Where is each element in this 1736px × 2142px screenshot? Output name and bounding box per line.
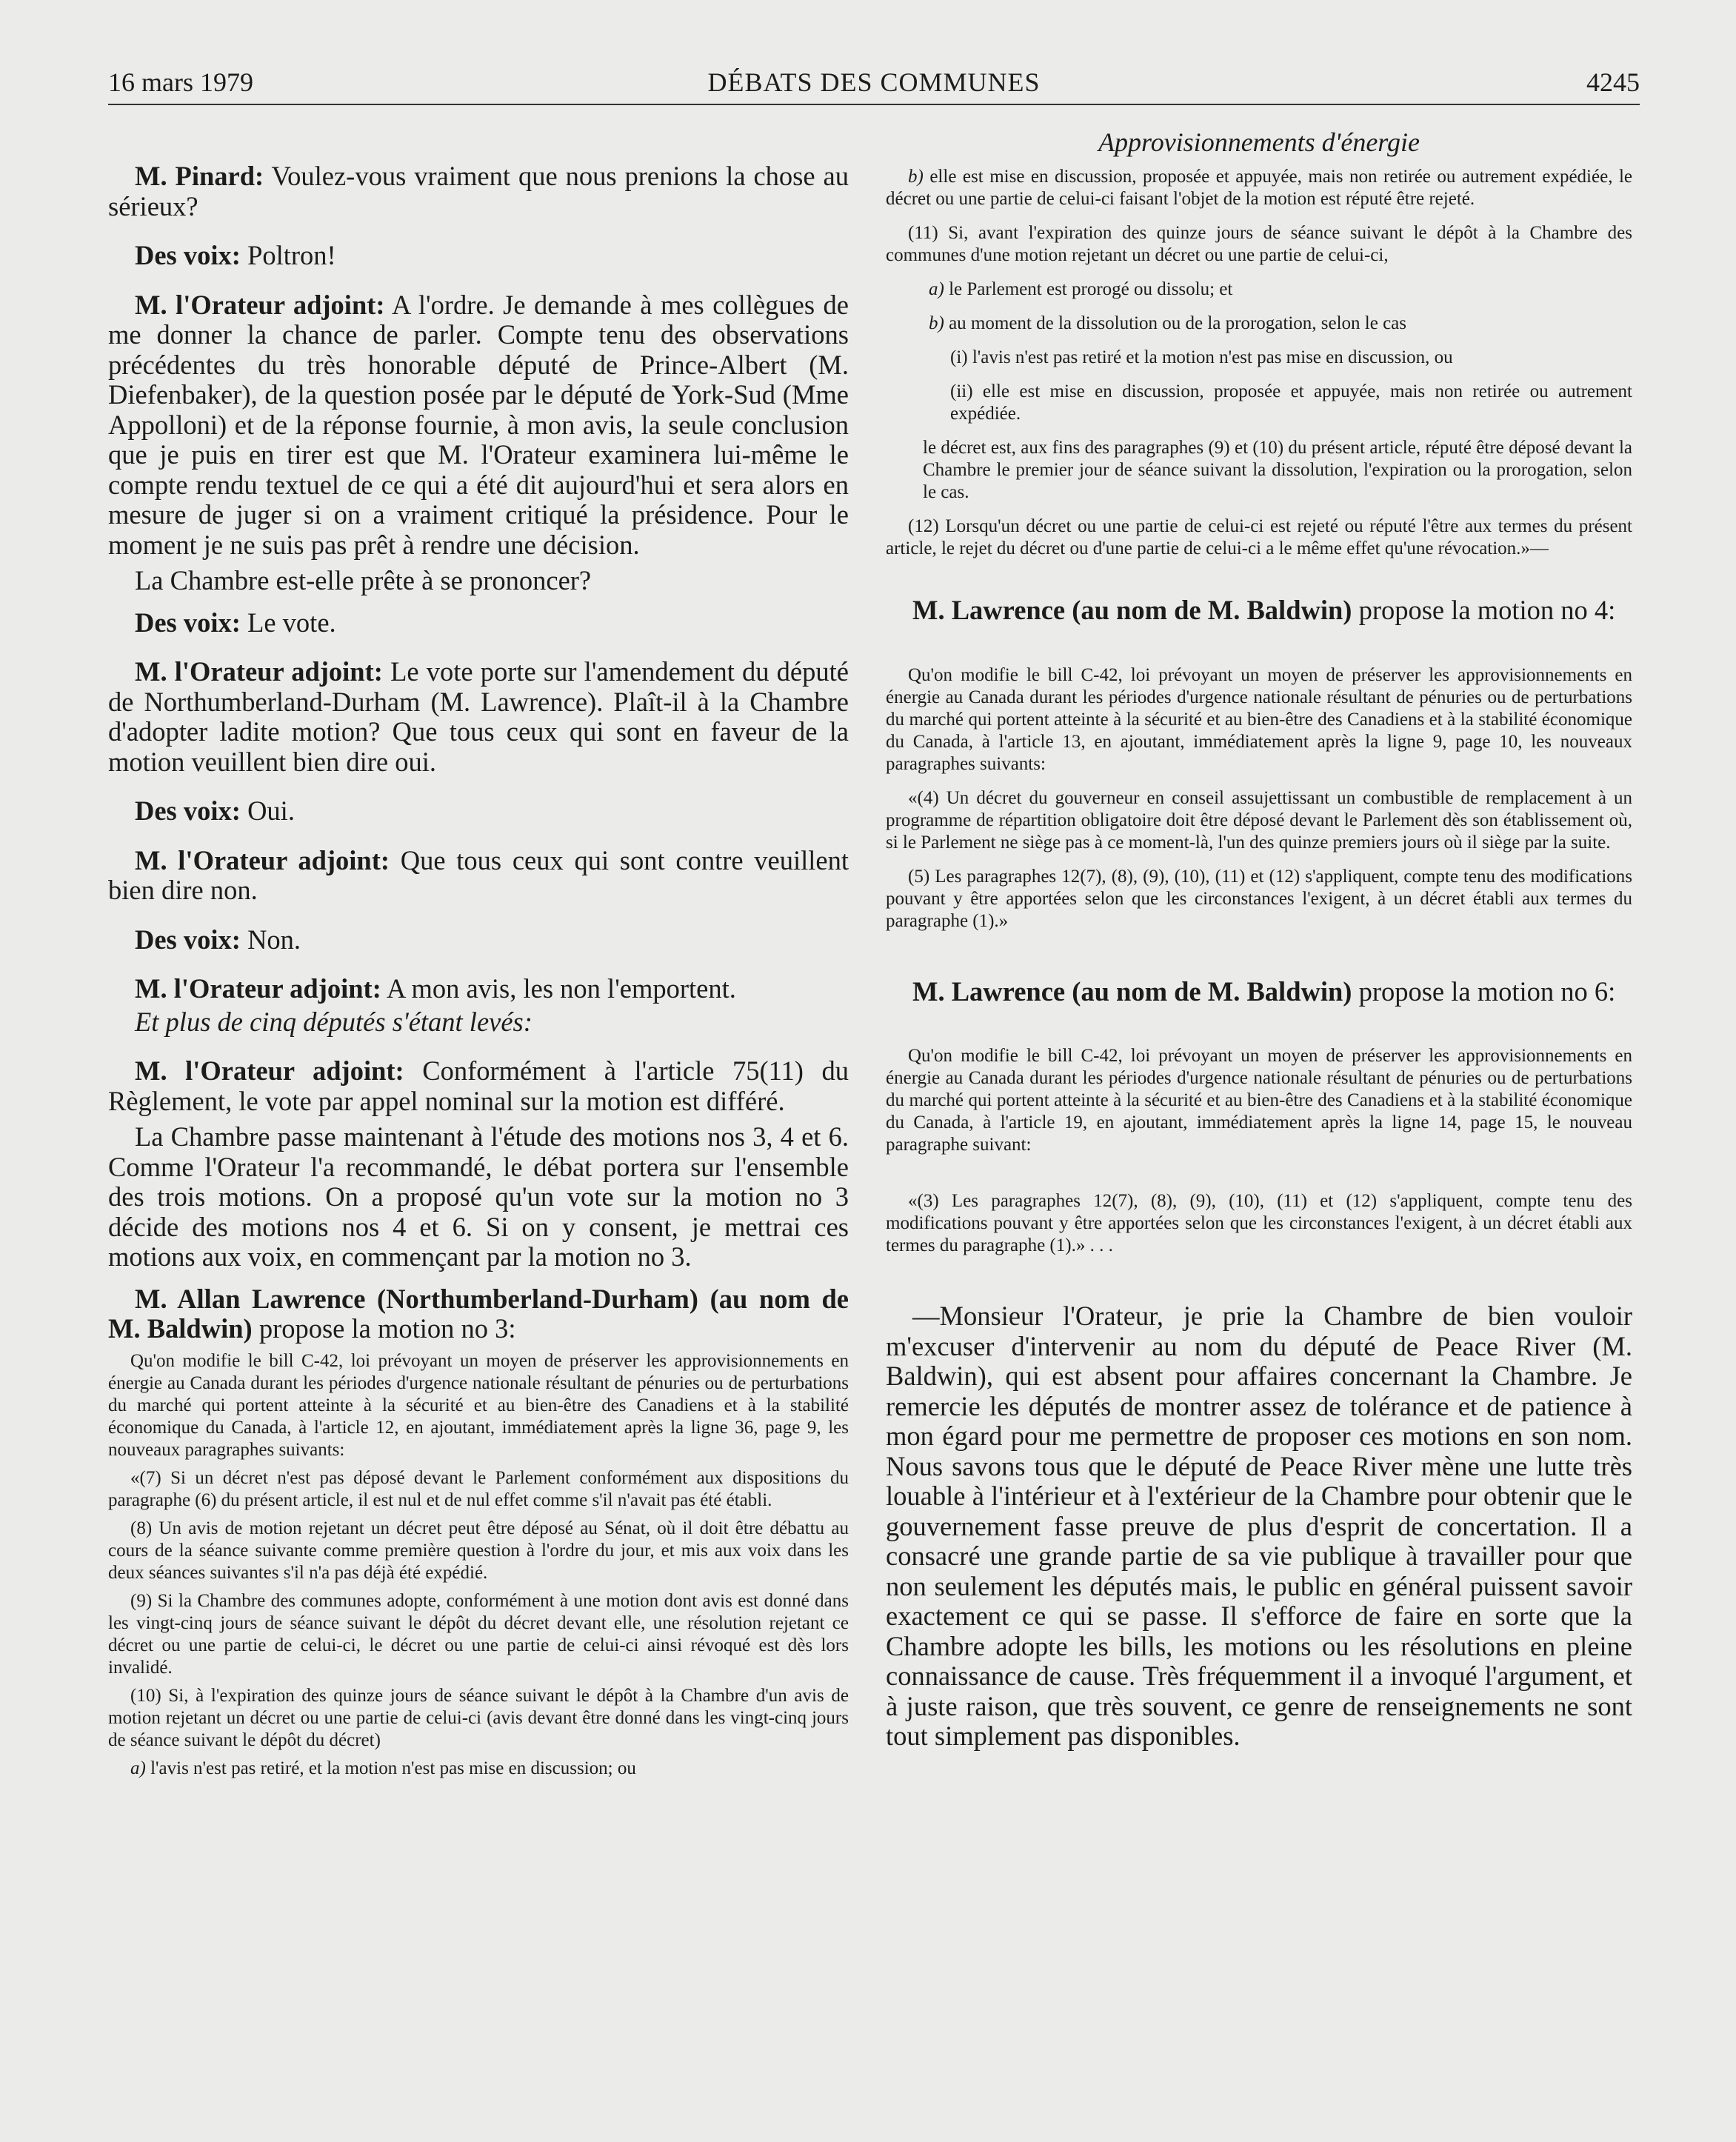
motion-text: (9) Si la Chambre des communes adopte, conformément à une motion dont avis est donné dans les vingt-cinq jours de séance suivant le dépôt du décret devant elle, une résolution rejetant ce décret ou une partie de celui-ci, le décret ou une partie de celui-ci ainsi révoqué est dès lors invalidé. (108, 1590, 849, 1678)
paragraph: M. Allan Lawrence (Northumberland-Durham) (au nom de M. Baldwin) propose la motion no 3: (108, 1283, 849, 1344)
speaker-name: M. Lawrence (au nom de M. Baldwin) (912, 975, 1352, 1007)
paragraph: Des voix: Poltron! (135, 240, 336, 270)
header-title: DÉBATS DES COMMUNES (707, 67, 1041, 97)
paragraph: M. l'Orateur adjoint: Le vote porte sur l'amendement du député de Northumberland-Durham (M. Lawrence). Plaît-il à la Chambre d'adopter ladite motion? Que tous ceux qui sont en faveur de la motion veuillent bien dire oui. (108, 656, 849, 777)
speaker-name: M. l'Orateur adjoint: (135, 656, 383, 687)
paragraph: M. l'Orateur adjoint: A mon avis, les non l'emportent. (135, 973, 736, 1004)
section-title: Approvisionnements d'énergie (1098, 127, 1420, 157)
speaker-name: M. l'Orateur adjoint: (135, 973, 381, 1004)
paragraph: M. Lawrence (au nom de M. Baldwin) propose la motion no 4: (912, 595, 1616, 625)
speaker-name: M. l'Orateur adjoint: (135, 844, 390, 875)
page-header (108, 65, 1640, 102)
stage-direction: Et plus de cinq députés s'étant levés: (135, 1006, 533, 1037)
motion-text: a) l'avis n'est pas retiré, et la motion n'est pas mise en discussion; ou (130, 1758, 636, 1778)
motion-text: «(4) Un décret du gouverneur en conseil assujettissant un combustible de remplacement à un programme de répartition obligatoire doit être déposé devant le Parlement dès son établissement où, si le Parlement ne siège pas à ce moment-là, l'un des quinze premiers jours où il siège par la suite. (886, 787, 1632, 853)
motion-text: «(3) Les paragraphes 12(7), (8), (9), (10), (11) et (12) s'appliquent, compte tenu des modifications pouvant y être apportées selon que les circonstances l'exigent, à un décret établi aux termes du paragraphe (1).» . . . (886, 1191, 1632, 1255)
paragraph: M. Lawrence (au nom de M. Baldwin) propose la motion no 6: (912, 975, 1616, 1007)
motion-text: (11) Si, avant l'expiration des quinze jours de séance suivant le dépôt à la Chambre des communes d'une motion rejetant un décret ou une partie de celui-ci, (886, 223, 1632, 265)
paragraph: —Monsieur l'Orateur, je prie la Chambre de bien vouloir m'excuser d'intervenir au nom du député de Peace River (M. Baldwin), qui est absent pour affaires concernant la Chambre. Je remercie les députés de montrer assez de tolérance et de patience à mon égard pour me permettre de proposer ces motions en son nom. Nous savons tous que le député de Peace River mène une lutte très louable à l'intérieur et à l'extérieur de la Chambre pour obtenir que le gouvernement fasse preuve de plus d'esprit de concertation. Il a consacré une grande partie de sa vie publique à travailler pour que non seulement les députés mais, le public en général puissent savoir exactement ce qui se passe. Il s'efforce de faire en sorte que la Chambre adopte les bills, les motions ou les résolutions en pleine connaissance de cause. Très fréquemment il a invoqué l'argument, et à juste raison, que très souvent, ce genre de renseignements ne sont tout simplement pas disponibles. (886, 1301, 1632, 1751)
paragraph: Des voix: Non. (135, 924, 301, 955)
motion-text: (8) Un avis de motion rejetant un décret peut être déposé au Sénat, où il doit être débattu au cours de la séance suivante comme première question à l'ordre du jour, et mis aux voix dans les deux séances suivantes s'il n'a pas déjà été expédié. (108, 1518, 849, 1583)
motion-text: (i) l'avis n'est pas retiré et la motion n'est pas mise en discussion, ou (950, 347, 1453, 367)
paragraph: La Chambre est-elle prête à se prononcer? (135, 565, 592, 595)
paragraph: M. l'Orateur adjoint: Conformément à l'article 75(11) du Règlement, le vote par appel nominal sur la motion est différé. (108, 1055, 849, 1116)
motion-text: (12) Lorsqu'un décret ou une partie de celui-ci est rejeté ou réputé l'être aux termes du présent article, le rejet du décret ou d'une partie de celui-ci a le même effet qu'une révocation.»— (886, 516, 1632, 558)
paragraph: Des voix: Le vote. (135, 607, 336, 638)
motion-text: «(7) Si un décret n'est pas déposé devant le Parlement conformément aux dispositions du paragraphe (6) du présent article, il est nul et de nul effet comme s'il n'avait pas été établi. (108, 1467, 849, 1510)
paragraph: La Chambre passe maintenant à l'étude des motions nos 3, 4 et 6. Comme l'Orateur l'a recommandé, le débat portera sur l'ensemble des trois motions. On a proposé qu'un vote sur la motion no 3 décide des motions nos 4 et 6. Si on y consent, je mettrai ces motions aux voix, en commençant par la motion no 3. (108, 1121, 849, 1272)
speaker-name: M. l'Orateur adjoint: (135, 289, 385, 320)
motion-text: b) elle est mise en discussion, proposée et appuyée, mais non retirée ou autrement expédiée, le décret ou une partie de celui-ci faisant l'objet de la motion est réputé être rejeté. (886, 167, 1632, 209)
left-column (108, 127, 849, 1780)
speaker-name: Des voix: (135, 607, 241, 638)
paragraph: M. l'Orateur adjoint: Que tous ceux qui sont contre veuillent bien dire non. (108, 844, 849, 905)
header-rule (108, 104, 1640, 105)
speaker-name: Des voix: (135, 795, 241, 826)
motion-text: Qu'on modifie le bill C-42, loi prévoyant un moyen de préserver les approvisionnements en énergie au Canada durant les périodes d'urgence nationale résultant de pénuries ou de perturbations du marché qui portent atteinte à la sécurité et au bien-être des Canadiens et à la stabilité économique du Canada, à l'article 13, en ajoutant, immédiatement après la ligne 9, page 10, les nouveaux paragraphes suivants: (886, 664, 1632, 774)
speaker-name: M. l'Orateur adjoint: (135, 1055, 404, 1086)
header-page-number: 4245 (1586, 67, 1640, 97)
motion-text: (5) Les paragraphes 12(7), (8), (9), (10), (11) et (12) s'appliquent, compte tenu des modifications pouvant y être apportées selon que les circonstances l'exigent, à un décret établi aux termes du paragraphe (1).» (886, 866, 1632, 931)
motion-text: b) au moment de la dissolution ou de la prorogation, selon le cas (929, 313, 1406, 333)
speaker-name: M. Allan Lawrence (Northumberland-Durham) (au nom de M. Baldwin) (108, 1283, 849, 1344)
speaker-name: Des voix: (135, 240, 241, 270)
speaker-name: M. Pinard: (135, 161, 264, 191)
motion-text: (10) Si, à l'expiration des quinze jours de séance suivant le dépôt à la Chambre d'un avis de motion rejetant un décret ou une partie de celui-ci (avis devant être donné dans les vingt-cinq jours de séance suivant le dépôt du décret) (108, 1685, 849, 1750)
paragraph: M. l'Orateur adjoint: A l'ordre. Je demande à mes collègues de me donner la chance de parler. Compte tenu des observations précédentes du très honorable député de Prince-Albert (M. Diefenbaker), de la question posée par le député de York-Sud (Mme Appolloni) et de la réponse fournie, à mon avis, la seule conclusion que je puis en tirer est que M. l'Orateur examinera lui-même le compte rendu textuel de ce qui a été dit aujourd'hui et sera alors en mesure de juger si on a vraiment critiqué la présidence. Pour le moment je ne suis pas prêt à rendre une décision. (108, 289, 849, 560)
speaker-name: Des voix: (135, 924, 241, 955)
motion-text: Qu'on modifie le bill C-42, loi prévoyant un moyen de préserver les approvisionnements en énergie au Canada durant les périodes d'urgence nationale résultant de pénuries ou de perturbations du marché qui portent atteinte à la sécurité et au bien-être des Canadiens et à la stabilité économique du Canada, à l'article 19, en ajoutant, immédiatement après la ligne 14, page 15, le nouveau paragraphe suivant: (886, 1046, 1632, 1155)
right-column (886, 127, 1632, 1752)
motion-text: a) le Parlement est prorogé ou dissolu; et (929, 279, 1233, 299)
header-date: 16 mars 1979 (108, 67, 253, 97)
motion-text: le décret est, aux fins des paragraphes (9) et (10) du présent article, réputé être déposé devant la Chambre le premier jour de séance suivant la dissolution, l'expiration ou la prorogation, selon le cas. (923, 438, 1632, 502)
paragraph: M. Pinard: Voulez-vous vraiment que nous prenions la chose au sérieux? (108, 161, 849, 221)
motion-text: Qu'on modifie le bill C-42, loi prévoyant un moyen de préserver les approvisionnements en énergie au Canada durant les périodes d'urgence nationale résultant de pénuries ou de perturbations du marché qui portent atteinte à la sécurité et au bien-être des Canadiens et à la stabilité économique du Canada, à l'article 12, en ajoutant, immédiatement après la ligne 36, page 9, les nouveaux paragraphes suivants: (108, 1350, 849, 1460)
motion-text: (ii) elle est mise en discussion, proposée et appuyée, mais non retirée ou autrement expédiée. (950, 381, 1632, 424)
speaker-name: M. Lawrence (au nom de M. Baldwin) (912, 595, 1352, 625)
paragraph: Des voix: Oui. (135, 795, 295, 826)
